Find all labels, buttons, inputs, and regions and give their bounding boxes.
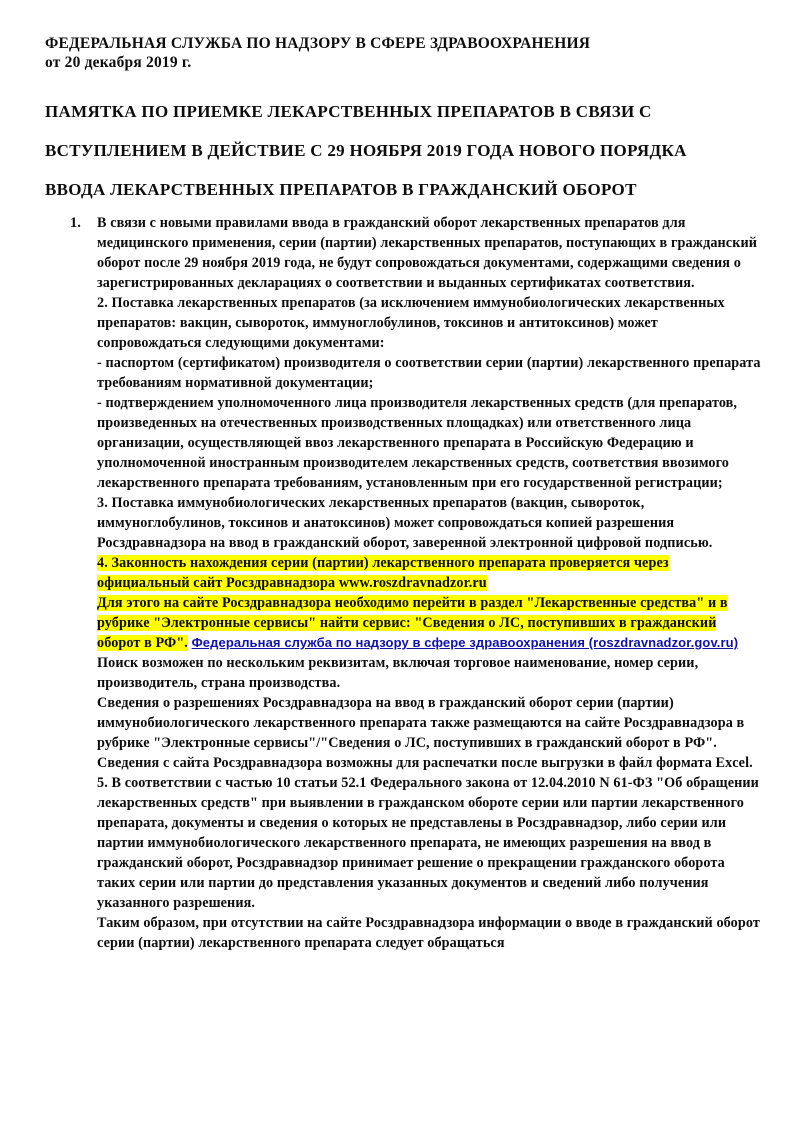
paragraph-text: 3. Поставка иммунобиологических лекарственных препаратов (вакцин, сывороток, иммуноглобулинов, токсинов и анатоксинов) может сопровождаться копией разрешения Росздравнадзора на ввод в гражданский оборот, заверенной электронной цифровой подписью.: [97, 495, 713, 551]
paragraph: [97, 753, 761, 773]
paragraph: [97, 393, 761, 493]
paragraph-text: - подтверждением уполномоченного лица производителя лекарственных средств (для препаратов, произведенных на отечественных производственных площадках) или ответственного лица организации, осуществляющей ввоз лекарственного препарата в Российскую Федерацию и уполномоченной иностранным производителем лекарственных средств, соответствия ввозимого лекарственного препарата требованиям, установленным при его государственной регистрации;: [97, 395, 738, 491]
document-date: от 20 декабря 2019 г.: [45, 54, 192, 71]
paragraph: [97, 353, 761, 393]
document-title-line: ВСТУПЛЕНИЕМ В ДЕЙСТВИЕ С 29 НОЯБРЯ 2019 ГОДА НОВОГО ПОРЯДКА: [45, 141, 687, 160]
paragraph: [97, 553, 761, 593]
highlighted-text: Для этого на сайте Росздравнадзора необходимо перейти в раздел "Лекарственные средства" и в рубрике "Электронные сервисы" найти сервис: "Сведения о ЛС, поступивших в гражданский оборот в РФ".: [97, 595, 728, 651]
document-header: [45, 34, 764, 72]
paragraph-text: 5. В соответствии с частью 10 статьи 52.1 Федерального закона от 12.04.2010 N 61-ФЗ "Об обращении лекарственных средств" при выявлении в гражданском обороте серии или партии лекарственного препарата, документы и сведения о которых не представлены в Росздравнадзор, либо серии или партии иммунобиологического лекарственного препарата, не имеющих разрешения на ввод в гражданский оборот, Росздравнадзор принимает решение о прекращении гражданского оборота таких серии или партии до представления указанных документов и сведений либо получения указанного разрешения.: [97, 775, 759, 911]
document-title-line: ВВОДА ЛЕКАРСТВЕННЫХ ПРЕПАРАТОВ В ГРАЖДАНСКИЙ ОБОРОТ: [45, 180, 637, 199]
document-title-line: ПАМЯТКА ПО ПРИЕМКЕ ЛЕКАРСТВЕННЫХ ПРЕПАРАТОВ В СВЯЗИ С: [45, 102, 652, 121]
paragraph-text: Таким образом, при отсутствии на сайте Росздравнадзора информации о вводе в гражданский оборот серии (партии) лекарственного препарата следует обращаться: [97, 915, 760, 951]
agency-name: ФЕДЕРАЛЬНАЯ СЛУЖБА ПО НАДЗОРУ В СФЕРЕ ЗДРАВООХРАНЕНИЯ: [45, 35, 591, 52]
paragraph: [97, 773, 761, 913]
paragraph: [97, 653, 761, 693]
paragraph-text: 2. Поставка лекарственных препаратов (за исключением иммунобиологических лекарственных препаратов: вакцин, сывороток, иммуноглобулинов, токсинов и антитоксинов) может сопровождаться следующими документами:: [97, 295, 725, 351]
highlighted-text: 4. Законность нахождения серии (партии) лекарственного препарата проверяется через официальный сайт Росздравнадзора www.roszdravnadzor.ru: [97, 555, 669, 591]
document-title: [45, 92, 764, 209]
paragraph: [97, 913, 761, 953]
paragraph: [97, 293, 761, 353]
paragraph: [97, 693, 761, 753]
paragraph: [97, 593, 761, 653]
paragraph-text: - паспортом (сертификатом) производителя о соответствии серии (партии) лекарственного препарата требованиям нормативной документации;: [97, 355, 761, 391]
list-item-number: 1.: [70, 215, 81, 231]
paragraph-text: В связи с новыми правилами ввода в гражданский оборот лекарственных препаратов для медицинского применения, серии (партии) лекарственных препаратов, поступающих в гражданский оборот после 29 ноября 2019 года, не будут сопровождаться документами, содержащими сведения о зарегистрированных декларациях о соответствии и выданных сертификатах соответствия.: [97, 215, 758, 291]
paragraph: [97, 493, 761, 553]
paragraph-text: Сведения с сайта Росздравнадзора возможны для распечатки после выгрузки в файл формата Excel.: [97, 755, 753, 771]
paragraph: [97, 213, 761, 293]
paragraph-text: Поиск возможен по нескольким реквизитам, включая торговое наименование, номер серии, производитель, страна производства.: [97, 655, 699, 691]
paragraph-text: Сведения о разрешениях Росздравнадзора на ввод в гражданский оборот серии (партии) иммунобиологического лекарственного препарата также размещаются на сайте Росздравнадзора в рубрике "Электронные сервисы"/"Сведения о ЛС, поступивших в гражданский оборот в РФ".: [97, 695, 745, 751]
document-body: [70, 213, 761, 953]
document-paragraphs: [97, 213, 761, 953]
roszdravnadzor-link[interactable]: Федеральная служба по надзору в сфере здравоохранения (roszdravnadzor.gov.ru): [191, 635, 739, 650]
